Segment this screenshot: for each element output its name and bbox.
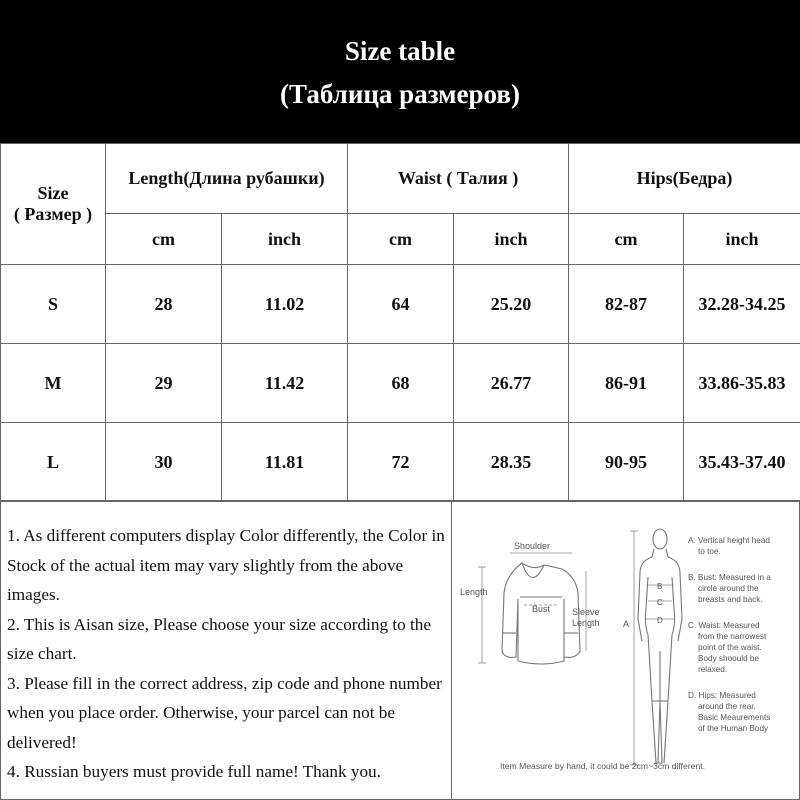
legend-line: to toe. [698, 547, 721, 556]
length-cm-cell: 28 [106, 265, 222, 344]
legend-line: around the rear. [698, 702, 756, 711]
size-header-label: Size [37, 183, 69, 203]
legend-line: of the Human Body [698, 724, 769, 733]
hips-cm-cell: 86-91 [569, 344, 684, 423]
page-title: Size table [344, 36, 456, 66]
measurement-diagram [452, 501, 799, 799]
note-item: 1. As different computers display Color differently, the Color in Stock of the actual item may vary slightly from the above images. [7, 526, 445, 604]
legend-line: breasts and back. [698, 595, 763, 604]
body-figure-icon [638, 529, 682, 763]
unit-cell: cm [569, 214, 684, 265]
mark-a: A [623, 619, 630, 629]
unit-cell: inch [222, 214, 348, 265]
page-subtitle: (Таблица размеров) [280, 79, 520, 109]
waist-cm-cell: 72 [348, 423, 454, 502]
length-inch-cell: 11.42 [222, 344, 348, 423]
waist-inch-cell: 26.77 [454, 344, 569, 423]
legend-line: C. Waist: Measured [688, 621, 760, 630]
hips-cm-cell: 90-95 [569, 423, 684, 502]
unit-cell: inch [454, 214, 569, 265]
sleeve-label: Sleeve [572, 607, 600, 617]
unit-cell: inch [684, 214, 800, 265]
size-header-label-ru: ( Размер ) [13, 204, 93, 224]
hips-cm-cell: 82-87 [569, 265, 684, 344]
measurement-legend [688, 536, 771, 733]
unit-cell: cm [348, 214, 454, 265]
measurement-figure [452, 500, 800, 800]
figure-footer: Item Measure by hand, it could be 2cm~3cm different. [500, 761, 706, 771]
shoulder-label: Shoulder [514, 541, 551, 551]
hips-inch-cell: 35.43-37.40 [684, 423, 800, 502]
note-item: 3. Please fill in the correct address, zip code and phone number when you place order. Otherwise, your parcel can not be delivered! [7, 673, 442, 752]
legend-line: B. Bust: Measured in a [688, 573, 771, 582]
note-item: 4. Russian buyers must provide full name! Thank you. [7, 762, 381, 781]
table-row [1, 344, 800, 423]
mark-d: D [657, 616, 663, 625]
hips-inch-cell: 33.86-35.83 [684, 344, 800, 423]
size-cell: M [1, 344, 106, 423]
note-item: 2. This is Aisan size, Please choose your size according to the size chart. [7, 614, 432, 663]
bust-label: Bust [532, 604, 551, 614]
mark-c: C [657, 598, 663, 607]
waist-cm-cell: 64 [348, 265, 454, 344]
length-label: Length [460, 587, 488, 597]
legend-line: relaxed. [698, 665, 728, 674]
unit-cell: cm [106, 214, 222, 265]
waist-cm-cell: 68 [348, 344, 454, 423]
legend-line: circle around the [698, 584, 759, 593]
mark-b: B [657, 582, 663, 591]
size-table [0, 143, 800, 502]
notes-panel [0, 500, 452, 800]
length-header: Length(Длина рубашки) [106, 144, 348, 214]
table-unit-row [1, 214, 800, 265]
legend-line: point of the waist. [698, 643, 762, 652]
body-measure-lines [630, 531, 674, 765]
legend-line: D. Hips: Measured [688, 691, 756, 700]
hips-inch-cell: 32.28-34.25 [684, 265, 800, 344]
size-cell: L [1, 423, 106, 502]
legend-line: Body shoould be [698, 654, 759, 663]
size-cell: S [1, 265, 106, 344]
header-banner [0, 0, 800, 143]
length-inch-cell: 11.02 [222, 265, 348, 344]
length-inch-cell: 11.81 [222, 423, 348, 502]
hips-header: Hips(Бедра) [569, 144, 800, 214]
table-header-row [1, 144, 800, 214]
sleeve-length-label: Length [572, 618, 600, 628]
size-header-cell [1, 144, 106, 265]
length-cm-cell: 30 [106, 423, 222, 502]
waist-header: Waist ( Талия ) [348, 144, 569, 214]
waist-inch-cell: 28.35 [454, 423, 569, 502]
legend-line: A. Vertical height head [688, 536, 770, 545]
table-row [1, 265, 800, 344]
table-row [1, 423, 800, 502]
legend-line: Basic Meaurements [698, 713, 771, 722]
waist-inch-cell: 25.20 [454, 265, 569, 344]
legend-line: from the narrowest [698, 632, 767, 641]
length-cm-cell: 29 [106, 344, 222, 423]
